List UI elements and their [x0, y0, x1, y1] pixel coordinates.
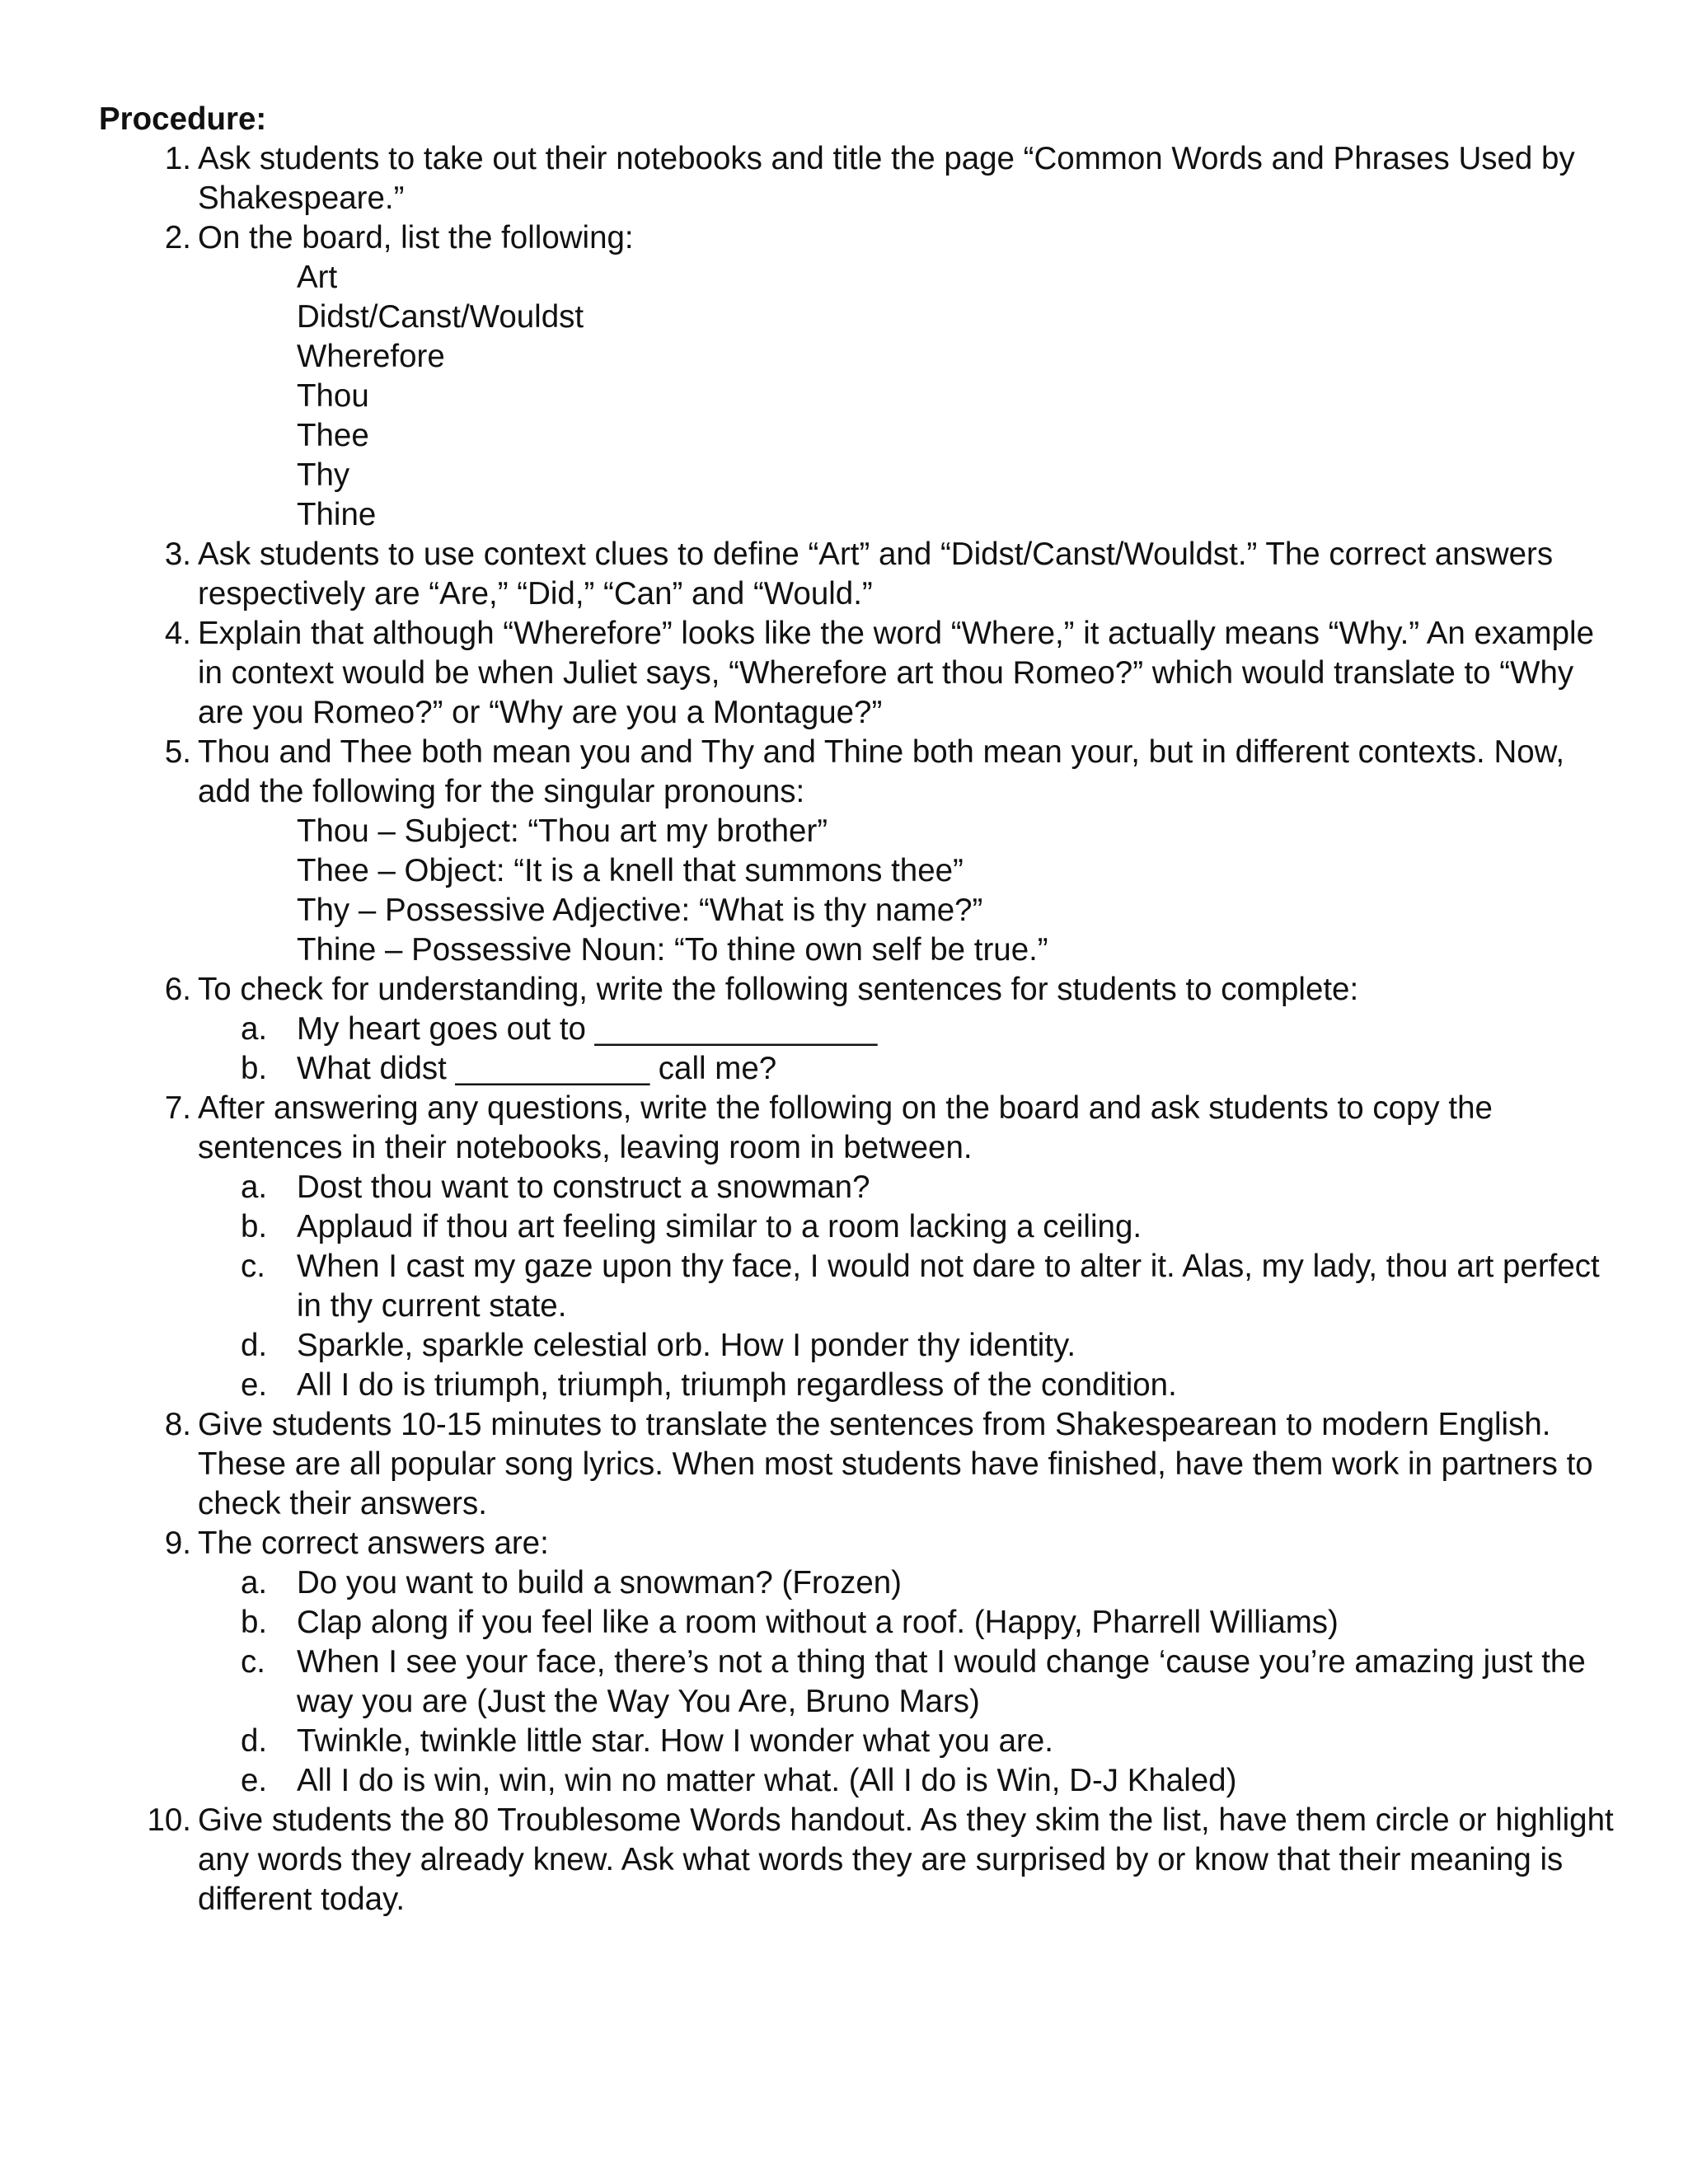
step-8 [99, 1405, 1615, 1524]
copy-sentence [99, 1168, 1615, 1207]
step-number: 9. [164, 1526, 191, 1561]
step-number: 3. [164, 537, 191, 572]
sub-letter: e. [241, 1763, 268, 1798]
check-sentence [99, 1049, 1615, 1089]
sub-letter: d. [241, 1723, 268, 1759]
sub-text: Do you want to build a snowman? (Frozen) [297, 1565, 903, 1601]
sub-text: When I see your face, there’s not a thing that I would change ‘cause you’re amazing just the way you are (Just the Way You Are, Bruno Mars) [297, 1644, 1586, 1719]
step-7 [99, 1089, 1615, 1168]
step-text: To check for understanding, write the following sentences for students to complete: [198, 972, 1359, 1007]
step-text: Give students 10-15 minutes to translate the sentences from Shakespearean to modern English. These are all popular song lyrics. When most students have finished, have them work in partners to check their answers. [198, 1407, 1593, 1521]
pronoun-example: Thy – Possessive Adjective: “What is thy name?” [297, 893, 983, 928]
pronoun-example: Thou – Subject: “Thou art my brother” [297, 813, 828, 849]
procedure-heading: Procedure: [99, 101, 267, 137]
sub-text: Applaud if thou art feeling similar to a room lacking a ceiling. [297, 1209, 1142, 1244]
sub-text: When I cast my gaze upon thy face, I would not dare to alter it. Alas, my lady, thou art perfect in thy current state. [297, 1249, 1600, 1324]
pronoun-example-list [99, 812, 1615, 970]
step-6 [99, 970, 1615, 1010]
board-word: Didst/Canst/Wouldst [297, 299, 584, 335]
pronoun-example: Thine – Possessive Noun: “To thine own self be true.” [297, 932, 1048, 968]
board-word: Wherefore [297, 339, 445, 374]
step-number: 6. [164, 972, 191, 1007]
step-number: 5. [164, 734, 191, 770]
step-text: After answering any questions, write the following on the board and ask students to copy the sentences in their notebooks, leaving room in between. [198, 1090, 1493, 1165]
step-text: Thou and Thee both mean you and Thy and Thine both mean your, but in different contexts. Now, add the following for the singular pronouns: [198, 734, 1565, 809]
step-number: 4. [164, 616, 191, 651]
procedure-section [99, 100, 1615, 1919]
answer [99, 1761, 1615, 1801]
sub-letter: b. [241, 1605, 268, 1640]
sub-letter: c. [241, 1644, 265, 1680]
copy-sentence [99, 1326, 1615, 1366]
sub-letter: c. [241, 1249, 265, 1284]
step-9 [99, 1524, 1615, 1563]
step-2 [99, 218, 1615, 258]
step-text: Ask students to use context clues to define “Art” and “Didst/Canst/Wouldst.” The correct answers respectively are “Are,” “Did,” “Can” and “Would.” [198, 537, 1554, 612]
step-number: 2. [164, 220, 191, 255]
board-word: Art [297, 260, 338, 295]
sub-letter: a. [241, 1011, 268, 1047]
sub-text: What didst ___________ call me? [297, 1051, 777, 1086]
step-4 [99, 614, 1615, 733]
step-text: Ask students to take out their notebooks and title the page “Common Words and Phrases Used by Shakespeare.” [198, 141, 1575, 216]
sub-text: All I do is triumph, triumph, triumph regardless of the condition. [297, 1367, 1177, 1403]
copy-sentence [99, 1366, 1615, 1405]
board-word: Thy [297, 457, 350, 493]
board-word-list [99, 258, 1615, 535]
answer [99, 1643, 1615, 1722]
step-number: 7. [164, 1090, 191, 1126]
sub-letter: b. [241, 1051, 268, 1086]
sub-text: My heart goes out to ________________ [297, 1011, 878, 1047]
copy-sentence [99, 1247, 1615, 1326]
answer [99, 1563, 1615, 1603]
sub-letter: b. [241, 1209, 268, 1244]
sub-letter: a. [241, 1169, 268, 1205]
check-sentence [99, 1010, 1615, 1049]
step-5 [99, 733, 1615, 812]
step-3 [99, 535, 1615, 614]
sub-letter: d. [241, 1328, 268, 1363]
step-text: The correct answers are: [198, 1526, 549, 1561]
pronoun-example: Thee – Object: “It is a knell that summons thee” [297, 853, 964, 888]
step-number: 10. [147, 1802, 191, 1838]
sub-text: Clap along if you feel like a room without a roof. (Happy, Pharrell Williams) [297, 1605, 1339, 1640]
step-number: 1. [164, 141, 191, 176]
sub-text: Dost thou want to construct a snowman? [297, 1169, 870, 1205]
step-10 [99, 1801, 1615, 1919]
step-text: Explain that although “Wherefore” looks like the word “Where,” it actually means “Why.” An example in context would be when Juliet says, “Wherefore art thou Romeo?” which would translate to “Why are you Romeo?” or “Why are you a Montague?” [198, 616, 1594, 730]
step-text: Give students the 80 Troublesome Words handout. As they skim the list, have them circle or highlight any words they already knew. Ask what words they are surprised by or know that their meaning is different today. [198, 1802, 1614, 1917]
board-word: Thine [297, 497, 377, 532]
sub-letter: e. [241, 1367, 268, 1403]
copy-sentence [99, 1207, 1615, 1247]
sub-text: Sparkle, sparkle celestial orb. How I ponder thy identity. [297, 1328, 1076, 1363]
board-word: Thee [297, 418, 369, 453]
step-text: On the board, list the following: [198, 220, 634, 255]
step-1 [99, 139, 1615, 218]
step-number: 8. [164, 1407, 191, 1442]
board-word: Thou [297, 378, 369, 414]
sub-letter: a. [241, 1565, 268, 1601]
sub-text: All I do is win, win, win no matter what. (All I do is Win, D-J Khaled) [297, 1763, 1237, 1798]
sub-text: Twinkle, twinkle little star. How I wonder what you are. [297, 1723, 1053, 1759]
answer [99, 1722, 1615, 1761]
answer [99, 1603, 1615, 1643]
